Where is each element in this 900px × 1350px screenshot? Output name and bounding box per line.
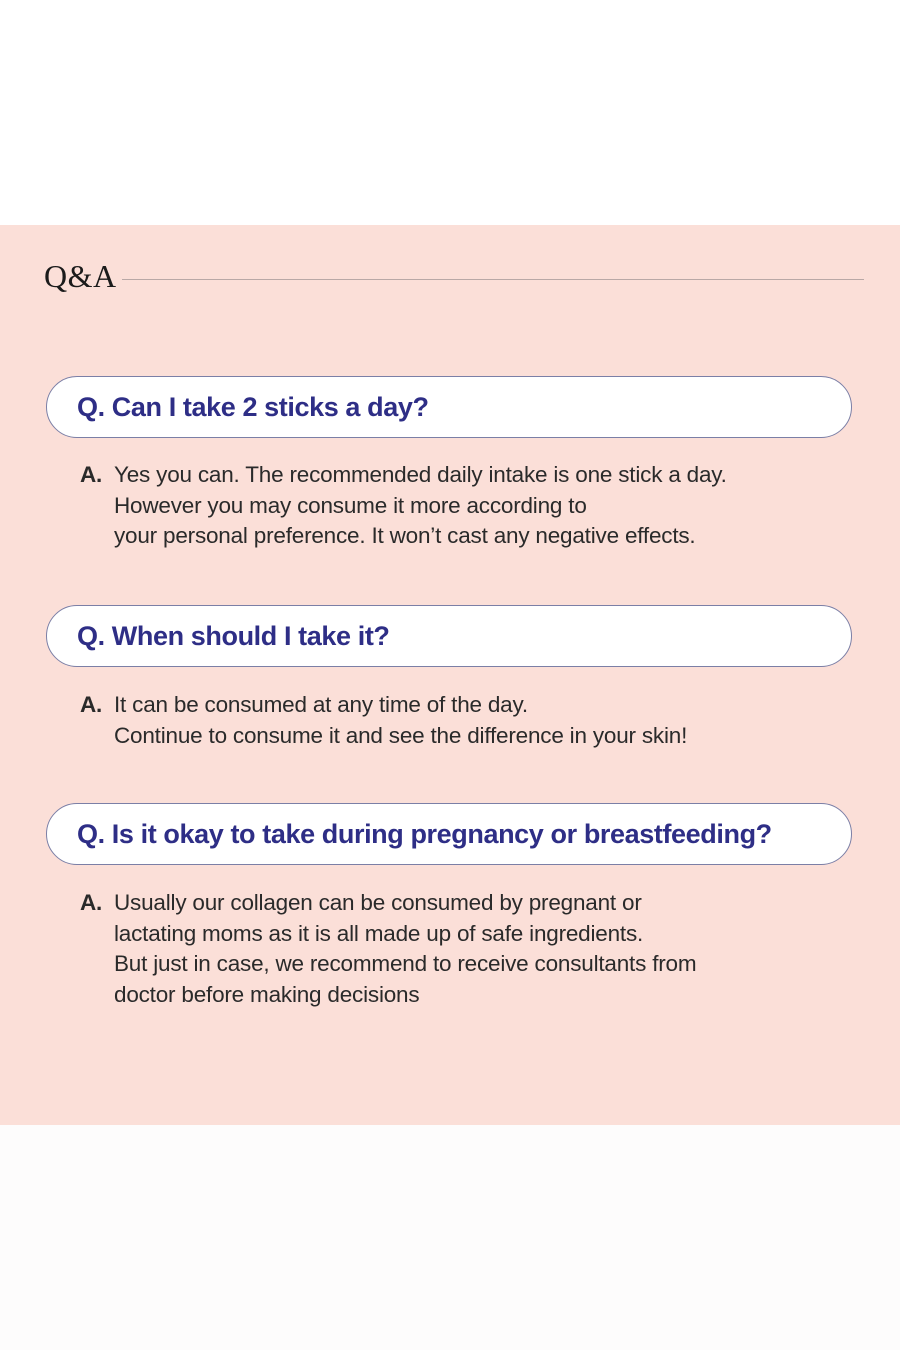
title-divider <box>122 279 864 280</box>
answer-prefix: A. <box>80 462 103 487</box>
answer-prefix: A. <box>80 890 103 915</box>
answer-line: Continue to consume it and see the difference in your skin! <box>114 722 688 748</box>
question-pill-1 <box>46 376 852 438</box>
answer-line: Usually our collagen can be consumed by pregnant or <box>114 890 642 915</box>
question-pill-3 <box>46 803 852 865</box>
question-text: Q. When should I take it? <box>77 620 390 651</box>
question-pill-2 <box>46 605 852 667</box>
answer-prefix: A. <box>80 692 103 717</box>
answer-line: doctor before making decisions <box>114 981 420 1007</box>
section-title: Q&A <box>44 258 117 294</box>
answer-line: However you may consume it more according to <box>114 492 587 518</box>
bottom-blank-area <box>0 1125 900 1350</box>
question-text: Q. Is it okay to take during pregnancy or breastfeeding? <box>77 818 772 849</box>
answer-line: your personal preference. It won’t cast any negative effects. <box>114 523 696 548</box>
answer-line: It can be consumed at any time of the day. <box>114 692 528 717</box>
answer-block-1 <box>80 460 840 552</box>
answer-line: Yes you can. The recommended daily intake is one stick a day. <box>114 462 727 487</box>
answer-line: lactating moms as it is all made up of safe ingredients. <box>114 920 644 946</box>
answer-block-2 <box>80 690 840 751</box>
question-text: Q. Can I take 2 sticks a day? <box>77 391 429 422</box>
answer-block-3 <box>80 888 840 1010</box>
answer-line: But just in case, we recommend to receive consultants from <box>114 951 697 976</box>
